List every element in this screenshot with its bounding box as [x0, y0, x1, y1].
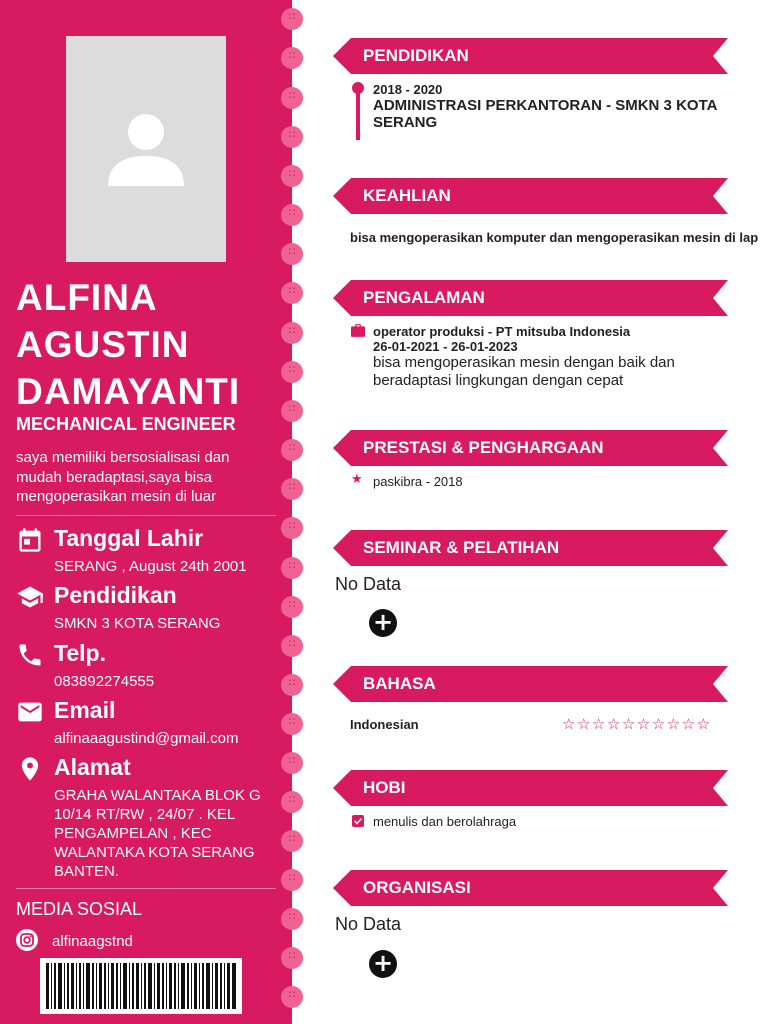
job-description: bisa mengoperasikan mesin dengan baik dan: [373, 354, 675, 371]
no-data-text: No Data: [335, 914, 402, 934]
stitch-dot: [281, 439, 303, 461]
profile-summary: saya memiliki bersosialisasi dan mudah beradaptasi,saya bisa mengoperasikan mesin di luar: [16, 449, 230, 505]
section-header-organisasi: [333, 870, 728, 906]
divider: [16, 888, 276, 889]
media-social-title: MEDIA SOSIAL: [16, 899, 143, 919]
no-data-text: No Data: [335, 574, 402, 594]
stitch-dot: [281, 87, 303, 109]
section-title: PENGALAMAN: [363, 288, 485, 307]
rating-star-icon[interactable]: ☆: [681, 715, 697, 733]
section-title: PENDIDIKAN: [363, 46, 469, 65]
instagram-handle[interactable]: alfinaagstnd: [52, 933, 133, 950]
section-title: PRESTASI & PENGHARGAAN: [363, 438, 604, 457]
stitch-dot: [281, 947, 303, 969]
star-icon: ★: [351, 472, 363, 487]
avatar-icon: [106, 112, 186, 188]
barcode: [40, 958, 242, 1014]
checkbox-icon: [352, 815, 364, 827]
stitch-dot: [281, 869, 303, 891]
stitch-dot: [281, 243, 303, 265]
stitch-dot: [281, 596, 303, 618]
education-school-cont: SERANG: [373, 114, 438, 131]
stitch-dot: [281, 752, 303, 774]
info-value: SMKN 3 KOTA SERANG: [54, 615, 221, 632]
stitch-dot: [281, 517, 303, 539]
rating-star-icon[interactable]: ☆: [651, 715, 667, 733]
section-title: SEMINAR & PELATIHAN: [363, 538, 560, 557]
calendar-icon: [16, 526, 44, 554]
email-icon: [16, 698, 44, 726]
stitch-dot: [281, 165, 303, 187]
stitch-dot: [281, 8, 303, 30]
section-title: KEAHLIAN: [363, 186, 451, 205]
stitch-dot: [281, 204, 303, 226]
job-title: operator produksi - PT mitsuba Indonesia: [373, 324, 631, 339]
section-header-prestasi: [333, 430, 728, 466]
stitch-dot: [281, 47, 303, 69]
section-header-pengalaman: [333, 280, 728, 316]
timeline-line: [356, 88, 360, 140]
add-button[interactable]: +: [369, 609, 397, 637]
profile-photo-placeholder: [66, 36, 226, 262]
job-description-cont: beradaptasi lingkungan dengan cepat: [373, 372, 624, 389]
add-button[interactable]: +: [369, 950, 397, 978]
job-role: MECHANICAL ENGINEER: [16, 414, 236, 434]
language-rating: [562, 715, 712, 733]
stitch-dot: [281, 791, 303, 813]
skills-text: bisa mengoperasikan komputer dan mengoperasikan mesin di lap: [350, 230, 759, 245]
rating-star-icon[interactable]: ☆: [666, 715, 682, 733]
job-dates: 26-01-2021 - 26-01-2023: [373, 339, 518, 354]
stitch-dot: [281, 830, 303, 852]
stitch-dot: [281, 282, 303, 304]
info-label: Pendidikan: [54, 582, 177, 608]
rating-star-icon[interactable]: ☆: [562, 715, 577, 733]
barcode-graphic: [46, 963, 236, 1009]
rating-star-icon[interactable]: ☆: [696, 715, 712, 733]
section-header-keahlian: [333, 178, 728, 214]
section-header-hobi: [333, 770, 728, 806]
stitch-dot: [281, 674, 303, 696]
stitch-dot: [281, 986, 303, 1008]
briefcase-icon: [351, 324, 365, 337]
name-line: DAMAYANTI: [16, 371, 241, 412]
stitch-dot: [281, 557, 303, 579]
name-line: AGUSTIN: [16, 324, 190, 365]
rating-star-icon[interactable]: ☆: [636, 715, 652, 733]
stitch-dot: [281, 908, 303, 930]
education-school: ADMINISTRASI PERKANTORAN - SMKN 3 KOTA: [373, 97, 718, 114]
rating-star-icon[interactable]: ☆: [621, 715, 637, 733]
achievement-item: paskibra - 2018: [373, 474, 463, 489]
stitch-dot: [281, 361, 303, 383]
info-label: Email: [54, 697, 116, 723]
info-label: Telp.: [54, 640, 106, 666]
rating-star-icon[interactable]: ☆: [576, 715, 592, 733]
section-title: BAHASA: [363, 674, 436, 693]
stitch-dot: [281, 400, 303, 422]
phone-icon: [16, 641, 44, 669]
section-title: ORGANISASI: [363, 878, 471, 897]
instagram-icon[interactable]: [16, 929, 38, 951]
stitch-dot: [281, 478, 303, 500]
info-label: Tanggal Lahir: [54, 525, 204, 551]
info-value: GRAHA WALANTAKA BLOK G 10/14 RT/RW , 24/07 . KEL PENGAMPELAN , KEC WALANTAKA KOTA SERANG BANTEN.: [54, 787, 261, 880]
language-name: Indonesian: [350, 717, 419, 732]
info-label: Alamat: [54, 754, 131, 780]
graduation-cap-icon: [16, 583, 44, 611]
stitch-dot: [281, 126, 303, 148]
info-value: SERANG , August 24th 2001: [54, 558, 247, 575]
stitch-dot: [281, 322, 303, 344]
location-pin-icon: [16, 755, 44, 783]
info-value: alfinaaagustind@gmail.com: [54, 730, 239, 747]
stitch-dot: [281, 713, 303, 735]
divider: [16, 515, 276, 516]
section-header-bahasa: [333, 666, 728, 702]
stitch-dot: [281, 635, 303, 657]
name-line: ALFINA: [16, 277, 158, 318]
section-title: HOBI: [363, 778, 406, 797]
rating-star-icon[interactable]: ☆: [606, 715, 622, 733]
rating-star-icon[interactable]: ☆: [591, 715, 607, 733]
full-name: [16, 274, 286, 415]
section-header-pendidikan: [333, 38, 728, 74]
education-years: 2018 - 2020: [373, 82, 443, 97]
info-value: 083892274555: [54, 673, 155, 690]
section-header-seminar: [333, 530, 728, 566]
hobby-item: menulis dan berolahraga: [373, 814, 517, 829]
sidebar: [0, 0, 292, 1024]
